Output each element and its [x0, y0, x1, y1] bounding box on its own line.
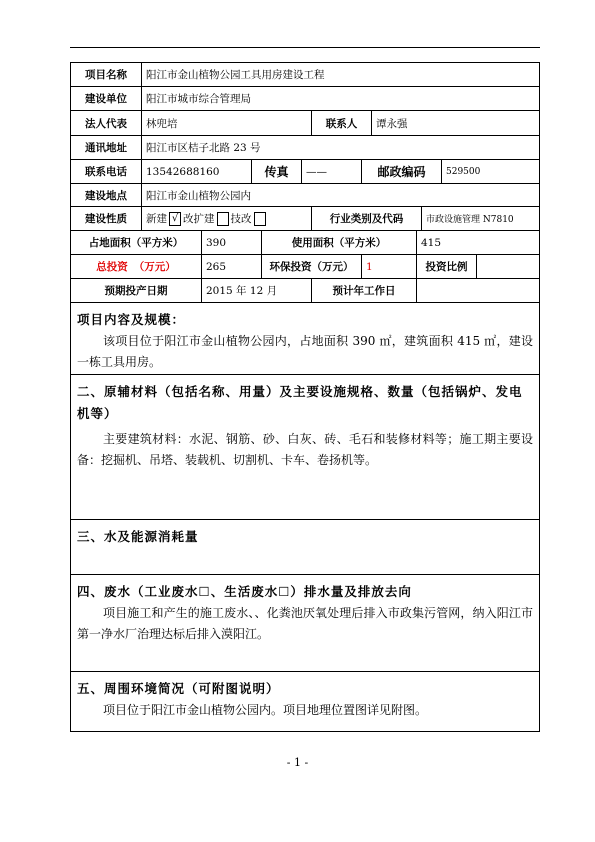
section-content-scale — [71, 303, 539, 375]
start-date-label: 预期投产日期 — [104, 285, 168, 297]
contact-label: 联系人 — [311, 111, 371, 135]
phone-label: 联系电话 — [85, 166, 127, 178]
workdays-value — [416, 279, 539, 302]
row-site — [71, 184, 539, 207]
address-value: 阳江市区桔子北路 23 号 — [141, 136, 539, 159]
industry-label: 行业类别及代码 — [311, 207, 421, 230]
land-area-value: 390 — [201, 231, 261, 254]
start-date-value: 2015 年 12 月 — [201, 279, 311, 302]
contact-value: 谭永强 — [371, 111, 539, 135]
site-label: 建设地点 — [85, 189, 127, 202]
industry-value: 市政设施管理 N7810 — [421, 207, 539, 230]
page-number: - 1 - — [286, 756, 309, 769]
invest-value: 265 — [201, 255, 261, 278]
section-title: 三、水及能源消耗量 — [77, 529, 199, 544]
postcode-label: 邮政编码 — [361, 160, 441, 183]
invest-label-text: 总投资 — [96, 261, 128, 273]
header-rule — [70, 47, 540, 48]
land-area-label: 占地面积（平方米） — [88, 237, 184, 249]
nature-tech-text: 技改 — [230, 213, 252, 225]
invest-label — [71, 255, 201, 278]
section-surroundings — [71, 672, 539, 731]
legal-rep-label: 法人代表 — [85, 117, 127, 130]
row-phone — [71, 160, 539, 184]
nature-tech-checkbox[interactable] — [254, 212, 266, 226]
fax-value: —— — [301, 160, 361, 183]
section-water-energy — [71, 520, 539, 575]
fax-label: 传真 — [251, 160, 301, 183]
row-schedule — [71, 279, 539, 303]
row-project-name — [71, 63, 539, 87]
project-name-value: 阳江市金山植物公园工具用房建设工程 — [141, 63, 539, 86]
row-builder — [71, 87, 539, 111]
row-nature — [71, 207, 539, 231]
workdays-label: 预计年工作日 — [311, 279, 416, 302]
project-name-label: 项目名称 — [85, 69, 127, 81]
use-area-label: 使用面积（平方米） — [261, 231, 416, 254]
section-body: 主要建筑材料：水泥、钢筋、砂、白灰、砖、毛石和装修材料等；施工期主要设备：挖掘机、吊塔、装载机、切割机、卡车、卷扬机等。 — [77, 432, 533, 467]
nature-new-text: 新建 — [146, 213, 167, 225]
section-title: 四、废水（工业废水☐、生活废水☐）排水量及排放去向 — [77, 584, 412, 599]
nature-expand-text: 改扩建 — [183, 213, 215, 225]
invest-unit-text: （万元） — [133, 261, 176, 273]
section-body: 该项目位于阳江市金山植物公园内，占地面积 390 ㎡，建筑面积 415 ㎡，建设一栋工具用房。 — [77, 334, 533, 369]
nature-label: 建设性质 — [85, 213, 127, 225]
address-label: 通讯地址 — [85, 142, 127, 154]
section-body: 项目施工和产生的施工废水、、化粪池厌氧处理后排入市政集污管网，纳入阳江市第一净水厂治理达标后排入漠阳江。 — [77, 606, 533, 641]
section-title: 二、原辅材料（包括名称、用量）及主要设施规格、数量（包括锅炉、发电机等） — [77, 384, 523, 421]
postcode-value: 529500 — [441, 160, 539, 183]
env-invest-label: 环保投资（万元） — [261, 255, 361, 278]
nature-options — [141, 207, 311, 230]
nature-new-checkbox[interactable]: √ — [169, 212, 181, 226]
row-invest — [71, 255, 539, 279]
use-area-value: 415 — [416, 231, 539, 254]
row-legal-rep — [71, 111, 539, 136]
info-table — [70, 62, 540, 732]
invest-ratio-label: 投资比例 — [416, 255, 476, 278]
env-invest-value: 1 — [361, 255, 416, 278]
section-body: 项目位于阳江市金山植物公园内。项目地理位置图详见附图。 — [103, 703, 428, 717]
builder-label: 建设单位 — [85, 93, 127, 105]
section-title: 五、周围环境简况（可附图说明） — [77, 681, 280, 696]
section-title: 项目内容及规模： — [77, 312, 186, 327]
section-wastewater — [71, 575, 539, 672]
row-area — [71, 231, 539, 255]
nature-expand-checkbox[interactable] — [217, 212, 229, 226]
builder-value: 阳江市城市综合管理局 — [141, 87, 539, 110]
phone-value: 13542688160 — [141, 160, 251, 183]
row-address — [71, 136, 539, 160]
legal-rep-value: 林兜培 — [141, 111, 381, 135]
site-value: 阳江市金山植物公园内 — [141, 184, 539, 206]
section-materials — [71, 375, 539, 520]
invest-ratio-value — [476, 255, 539, 278]
